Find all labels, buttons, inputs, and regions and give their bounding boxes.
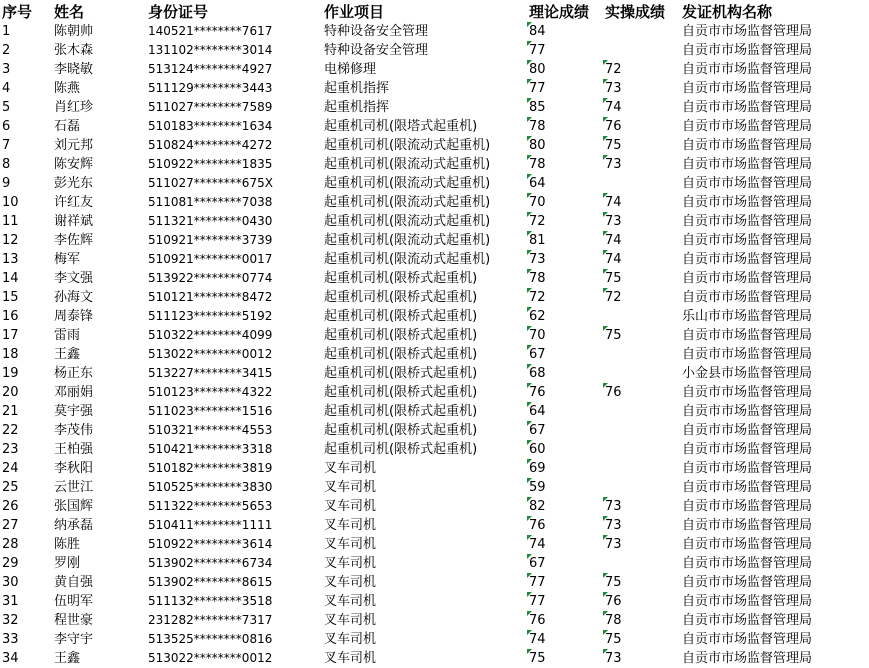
table-row [0,402,869,421]
project-cell[interactable]: 起重机司机(限塔式起重机) [324,119,478,134]
practical-score-cell[interactable]: 73 [603,79,680,98]
issuer-cell[interactable]: 自贡市市场监督管理局 [682,651,813,666]
issuer-cell[interactable]: 小金县市场监督管理局 [682,366,813,381]
index-cell[interactable]: 7 [2,138,11,153]
index-cell[interactable]: 16 [2,309,19,324]
issuer-cell[interactable]: 自贡市市场监督管理局 [682,423,813,438]
theory-score-cell[interactable]: 77 [527,41,603,60]
table-row [0,478,869,497]
id-cell[interactable]: 510922********1835 [148,157,273,171]
practical-score-cell[interactable]: 73 [603,212,680,231]
issuer-cell[interactable]: 自贡市市场监督管理局 [682,613,813,628]
id-cell[interactable]: 510411********1111 [148,518,273,532]
header-cell-name[interactable]: 姓名 [54,2,85,21]
index-cell[interactable]: 33 [2,632,19,647]
id-cell[interactable]: 131102********3014 [148,43,273,57]
project-cell[interactable]: 特种设备安全管理 [324,24,429,39]
issuer-cell[interactable]: 自贡市市场监督管理局 [682,385,813,400]
project-cell[interactable]: 起重机司机(限桥式起重机) [324,309,478,324]
table-row [0,79,869,98]
project-cell[interactable]: 起重机司机(限桥式起重机) [324,271,478,286]
project-cell[interactable]: 特种设备安全管理 [324,43,429,58]
practical-score-cell[interactable] [603,554,680,573]
table-row [0,193,869,212]
name-cell[interactable]: 李晓敏 [54,62,94,77]
practical-score-cell[interactable]: 72 [603,60,680,79]
practical-score-cell[interactable]: 74 [603,250,680,269]
index-cell[interactable]: 29 [2,556,19,571]
header-cell-id[interactable]: 身份证号 [148,2,209,21]
issuer-cell[interactable]: 自贡市市场监督管理局 [682,347,813,362]
name-cell[interactable]: 李茂伟 [54,423,94,438]
project-cell[interactable]: 起重机指挥 [324,100,390,115]
project-cell[interactable]: 叉车司机 [324,575,377,590]
issuer-cell[interactable]: 自贡市市场监督管理局 [682,81,813,96]
issuer-cell[interactable]: 自贡市市场监督管理局 [682,195,813,210]
id-cell[interactable]: 510322********4099 [148,328,273,342]
practical-score-cell[interactable]: 75 [603,136,680,155]
id-cell[interactable]: 511027********7589 [148,100,273,114]
practical-score-cell[interactable]: 74 [603,231,680,250]
index-cell[interactable]: 9 [2,176,11,191]
issuer-cell[interactable]: 自贡市市场监督管理局 [682,252,813,267]
index-cell[interactable]: 13 [2,252,19,267]
issuer-cell[interactable]: 自贡市市场监督管理局 [682,271,813,286]
practical-score-cell[interactable] [603,307,680,326]
theory-score-cell[interactable]: 75 [527,649,603,668]
id-cell[interactable]: 231282********7317 [148,613,273,627]
issuer-cell[interactable]: 自贡市市场监督管理局 [682,157,813,172]
practical-score-cell[interactable]: 75 [603,630,680,649]
theory-score-cell[interactable]: 78 [527,269,603,288]
name-cell[interactable]: 许红友 [54,195,94,210]
theory-score-cell[interactable]: 78 [527,117,603,136]
table-row [0,573,869,592]
issuer-cell[interactable]: 自贡市市场监督管理局 [682,24,813,39]
name-cell[interactable]: 程世豪 [54,613,94,628]
table-row [0,535,869,554]
project-cell[interactable]: 起重机司机(限桥式起重机) [324,328,478,343]
theory-score-cell[interactable]: 67 [527,345,603,364]
project-cell[interactable]: 起重机司机(限桥式起重机) [324,404,478,419]
name-cell[interactable]: 纳承磊 [54,518,94,533]
theory-score-cell[interactable]: 72 [527,288,603,307]
practical-score-cell[interactable]: 75 [603,269,680,288]
project-cell[interactable]: 起重机司机(限桥式起重机) [324,347,478,362]
index-cell[interactable]: 17 [2,328,19,343]
practical-score-cell[interactable]: 74 [603,193,680,212]
header-row [0,0,869,22]
issuer-cell[interactable]: 自贡市市场监督管理局 [682,461,813,476]
issuer-cell[interactable]: 自贡市市场监督管理局 [682,100,813,115]
index-cell[interactable]: 18 [2,347,19,362]
name-cell[interactable]: 陈燕 [54,81,81,96]
table-row [0,307,869,326]
id-cell[interactable]: 513227********3415 [148,366,273,380]
project-cell[interactable]: 起重机司机(限桥式起重机) [324,442,478,457]
name-cell[interactable]: 谢祥斌 [54,214,94,229]
name-cell[interactable]: 周泰锋 [54,309,94,324]
practical-score-cell[interactable] [603,41,680,60]
project-cell[interactable]: 叉车司机 [324,480,377,495]
issuer-cell[interactable]: 自贡市市场监督管理局 [682,290,813,305]
table-row [0,155,869,174]
issuer-cell[interactable]: 自贡市市场监督管理局 [682,43,813,58]
id-cell[interactable]: 510824********4272 [148,138,273,152]
name-cell[interactable]: 李秋阳 [54,461,94,476]
theory-score-cell[interactable]: 67 [527,554,603,573]
id-cell[interactable]: 510121********8472 [148,290,273,304]
table-row [0,383,869,402]
name-cell[interactable]: 王鑫 [54,347,81,362]
practical-score-cell[interactable]: 76 [603,592,680,611]
id-cell[interactable]: 510123********4322 [148,385,273,399]
project-cell[interactable]: 叉车司机 [324,613,377,628]
id-cell[interactable]: 513902********6734 [148,556,273,570]
issuer-cell[interactable]: 自贡市市场监督管理局 [682,632,813,647]
name-cell[interactable]: 杨正东 [54,366,94,381]
index-cell[interactable]: 21 [2,404,19,419]
theory-score-cell[interactable]: 76 [527,516,603,535]
name-cell[interactable]: 罗刚 [54,556,81,571]
project-cell[interactable]: 起重机司机(限桥式起重机) [324,366,478,381]
project-cell[interactable]: 叉车司机 [324,518,377,533]
id-cell[interactable]: 511027********675X [148,176,273,190]
theory-score-cell[interactable]: 69 [527,459,603,478]
index-cell[interactable]: 10 [2,195,19,210]
issuer-cell[interactable]: 自贡市市场监督管理局 [682,499,813,514]
project-cell[interactable]: 叉车司机 [324,537,377,552]
name-cell[interactable]: 伍明军 [54,594,94,609]
issuer-cell[interactable]: 自贡市市场监督管理局 [682,556,813,571]
project-cell[interactable]: 起重机司机(限桥式起重机) [324,423,478,438]
name-cell[interactable]: 李佐辉 [54,233,94,248]
index-cell[interactable]: 4 [2,81,11,96]
name-cell[interactable]: 肖红珍 [54,100,94,115]
id-cell[interactable]: 510921********0017 [148,252,273,266]
project-cell[interactable]: 起重机司机(限流动式起重机) [324,214,491,229]
practical-score-cell[interactable]: 73 [603,155,680,174]
id-cell[interactable]: 513124********4927 [148,62,273,76]
index-cell[interactable]: 28 [2,537,19,552]
index-cell[interactable]: 20 [2,385,19,400]
theory-score-cell[interactable]: 64 [527,174,603,193]
index-cell[interactable]: 25 [2,480,19,495]
name-cell[interactable]: 王柏强 [54,442,94,457]
id-cell[interactable]: 513922********0774 [148,271,273,285]
practical-score-cell[interactable]: 73 [603,649,680,668]
theory-score-cell[interactable]: 84 [527,22,603,41]
id-cell[interactable]: 511081********7038 [148,195,273,209]
table-row [0,41,869,60]
issuer-cell[interactable]: 自贡市市场监督管理局 [682,442,813,457]
practical-score-cell[interactable] [603,440,680,459]
issuer-cell[interactable]: 自贡市市场监督管理局 [682,176,813,191]
table-row [0,212,869,231]
practical-score-cell[interactable] [603,421,680,440]
id-cell[interactable]: 511023********1516 [148,404,273,418]
theory-score-cell[interactable]: 60 [527,440,603,459]
id-cell[interactable]: 511123********5192 [148,309,273,323]
id-cell[interactable]: 513022********0012 [148,651,273,665]
index-cell[interactable]: 26 [2,499,19,514]
issuer-cell[interactable]: 自贡市市场监督管理局 [682,119,813,134]
practical-score-cell[interactable]: 76 [603,117,680,136]
practical-score-cell[interactable] [603,364,680,383]
practical-score-cell[interactable]: 73 [603,535,680,554]
project-cell[interactable]: 起重机司机(限桥式起重机) [324,385,478,400]
name-cell[interactable]: 李守宇 [54,632,94,647]
issuer-cell[interactable]: 自贡市市场监督管理局 [682,328,813,343]
issuer-cell[interactable]: 自贡市市场监督管理局 [682,537,813,552]
project-cell[interactable]: 起重机司机(限流动式起重机) [324,138,491,153]
practical-score-cell[interactable] [603,345,680,364]
practical-score-cell[interactable]: 75 [603,573,680,592]
index-cell[interactable]: 3 [2,62,11,77]
table-row [0,497,869,516]
index-cell[interactable]: 15 [2,290,19,305]
name-cell[interactable]: 陈胜 [54,537,81,552]
theory-score-cell[interactable]: 74 [527,535,603,554]
index-cell[interactable]: 2 [2,43,11,58]
theory-score-cell[interactable]: 78 [527,155,603,174]
issuer-cell[interactable]: 自贡市市场监督管理局 [682,233,813,248]
practical-score-cell[interactable]: 72 [603,288,680,307]
theory-score-cell[interactable]: 81 [527,231,603,250]
index-cell[interactable]: 14 [2,271,19,286]
table-row [0,60,869,79]
table-row [0,117,869,136]
issuer-cell[interactable]: 自贡市市场监督管理局 [682,575,813,590]
project-cell[interactable]: 叉车司机 [324,594,377,609]
project-cell[interactable]: 叉车司机 [324,556,377,571]
practical-score-cell[interactable]: 74 [603,98,680,117]
project-cell[interactable]: 起重机司机(限流动式起重机) [324,195,491,210]
id-cell[interactable]: 140521********7617 [148,24,273,38]
id-cell[interactable]: 510321********4553 [148,423,273,437]
name-cell[interactable]: 云世江 [54,480,94,495]
project-cell[interactable]: 起重机司机(限桥式起重机) [324,290,478,305]
id-cell[interactable]: 510421********3318 [148,442,273,456]
practical-score-cell[interactable] [603,459,680,478]
index-cell[interactable]: 11 [2,214,19,229]
theory-score-cell[interactable]: 72 [527,212,603,231]
practical-score-cell[interactable]: 76 [603,383,680,402]
index-cell[interactable]: 5 [2,100,11,115]
table-row [0,440,869,459]
id-cell[interactable]: 513525********0816 [148,632,273,646]
id-cell[interactable]: 510921********3739 [148,233,273,247]
table-row [0,345,869,364]
practical-score-cell[interactable] [603,402,680,421]
theory-score-cell[interactable]: 74 [527,630,603,649]
theory-score-cell[interactable]: 64 [527,402,603,421]
table-row [0,98,869,117]
name-cell[interactable]: 雷雨 [54,328,81,343]
practical-score-cell[interactable] [603,174,680,193]
index-cell[interactable]: 27 [2,518,19,533]
table-row [0,174,869,193]
name-cell[interactable]: 黄自强 [54,575,94,590]
issuer-cell[interactable]: 自贡市市场监督管理局 [682,480,813,495]
issuer-cell[interactable]: 自贡市市场监督管理局 [682,214,813,229]
project-cell[interactable]: 起重机司机(限流动式起重机) [324,233,491,248]
theory-score-cell[interactable]: 80 [527,60,603,79]
issuer-cell[interactable]: 自贡市市场监督管理局 [682,62,813,77]
name-cell[interactable]: 陈安辉 [54,157,94,172]
id-cell[interactable]: 511132********3518 [148,594,273,608]
name-cell[interactable]: 石磊 [54,119,81,134]
index-cell[interactable]: 1 [2,24,11,39]
theory-score-cell[interactable]: 59 [527,478,603,497]
index-cell[interactable]: 23 [2,442,19,457]
table-row [0,136,869,155]
id-cell[interactable]: 510525********3830 [148,480,273,494]
project-cell[interactable]: 起重机司机(限流动式起重机) [324,157,491,172]
theory-score-cell[interactable]: 82 [527,497,603,516]
id-cell[interactable]: 510182********3819 [148,461,273,475]
header-cell-index[interactable]: 序号 [2,2,33,21]
index-cell[interactable]: 24 [2,461,19,476]
table-row [0,250,869,269]
index-cell[interactable]: 30 [2,575,19,590]
index-cell[interactable]: 8 [2,157,11,172]
theory-score-cell[interactable]: 80 [527,136,603,155]
name-cell[interactable]: 刘元邦 [54,138,94,153]
table-row [0,231,869,250]
index-cell[interactable]: 22 [2,423,19,438]
issuer-cell[interactable]: 自贡市市场监督管理局 [682,404,813,419]
index-cell[interactable]: 32 [2,613,19,628]
id-cell[interactable]: 513902********8615 [148,575,273,589]
index-cell[interactable]: 6 [2,119,11,134]
index-cell[interactable]: 12 [2,233,19,248]
name-cell[interactable]: 张木森 [54,43,94,58]
project-cell[interactable]: 起重机司机(限流动式起重机) [324,252,491,267]
practical-score-cell[interactable]: 73 [603,497,680,516]
project-cell[interactable]: 叉车司机 [324,651,377,666]
table-row [0,516,869,535]
practical-score-cell[interactable]: 78 [603,611,680,630]
project-cell[interactable]: 叉车司机 [324,632,377,647]
id-cell[interactable]: 511129********3443 [148,81,273,95]
id-cell[interactable]: 511322********5653 [148,499,273,513]
project-cell[interactable]: 叉车司机 [324,499,377,514]
practical-score-cell[interactable]: 75 [603,326,680,345]
theory-score-cell[interactable]: 85 [527,98,603,117]
id-cell[interactable]: 511321********0430 [148,214,273,228]
index-cell[interactable]: 19 [2,366,19,381]
issuer-cell[interactable]: 自贡市市场监督管理局 [682,594,813,609]
theory-score-cell[interactable]: 68 [527,364,603,383]
index-cell[interactable]: 31 [2,594,19,609]
header-cell-theory[interactable]: 理论成绩 [529,2,590,21]
name-cell[interactable]: 孙海文 [54,290,94,305]
table-row [0,288,869,307]
table-row [0,364,869,383]
table-row [0,592,869,611]
theory-score-cell[interactable]: 70 [527,193,603,212]
project-cell[interactable]: 叉车司机 [324,461,377,476]
table-row [0,326,869,345]
project-cell[interactable]: 起重机司机(限流动式起重机) [324,176,491,191]
id-cell[interactable]: 510183********1634 [148,119,273,133]
theory-score-cell[interactable]: 77 [527,573,603,592]
theory-score-cell[interactable]: 62 [527,307,603,326]
issuer-cell[interactable]: 乐山市市场监督管理局 [682,309,813,324]
practical-score-cell[interactable]: 73 [603,516,680,535]
header-cell-issuer[interactable]: 发证机构名称 [682,2,773,21]
project-cell[interactable]: 电梯修理 [324,62,377,77]
theory-score-cell[interactable]: 76 [527,611,603,630]
table-row [0,649,869,668]
id-cell[interactable]: 513022********0012 [148,347,273,361]
name-cell[interactable]: 陈朝帅 [54,24,94,39]
table-row [0,554,869,573]
theory-score-cell[interactable]: 70 [527,326,603,345]
name-cell[interactable]: 彭光东 [54,176,94,191]
theory-score-cell[interactable]: 73 [527,250,603,269]
table-row [0,22,869,41]
practical-score-cell[interactable] [603,478,680,497]
header-cell-practical[interactable]: 实操成绩 [605,2,666,21]
issuer-cell[interactable]: 自贡市市场监督管理局 [682,518,813,533]
practical-score-cell[interactable] [603,22,680,41]
name-cell[interactable]: 梅军 [54,252,81,267]
name-cell[interactable]: 莫宇强 [54,404,94,419]
table-row [0,630,869,649]
header-cell-project[interactable]: 作业项目 [324,2,385,21]
theory-score-cell[interactable]: 77 [527,592,603,611]
name-cell[interactable]: 邓丽娟 [54,385,94,400]
name-cell[interactable]: 李文强 [54,271,94,286]
table-row [0,611,869,630]
table-row [0,459,869,478]
name-cell[interactable]: 张国辉 [54,499,94,514]
theory-score-cell[interactable]: 76 [527,383,603,402]
project-cell[interactable]: 起重机指挥 [324,81,390,96]
table-row [0,421,869,440]
issuer-cell[interactable]: 自贡市市场监督管理局 [682,138,813,153]
table-row [0,269,869,288]
theory-score-cell[interactable]: 67 [527,421,603,440]
name-cell[interactable]: 王鑫 [54,651,81,666]
theory-score-cell[interactable]: 77 [527,79,603,98]
id-cell[interactable]: 510922********3614 [148,537,273,551]
index-cell[interactable]: 34 [2,651,19,666]
